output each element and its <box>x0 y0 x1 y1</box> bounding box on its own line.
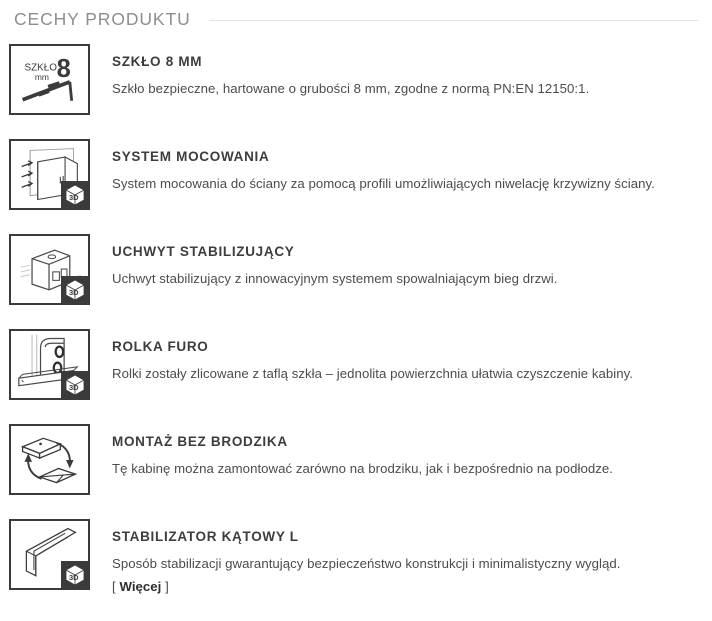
product-features-list <box>0 30 712 614</box>
feature-title: ROLKA FURO <box>112 339 209 354</box>
more-open-bracket: [ <box>112 579 116 594</box>
feature-description: System mocowania do ściany za pomocą profili umożliwiających niwelację krzywizny ściany. <box>112 175 655 191</box>
mounting-system-icon <box>9 139 90 210</box>
feature-text <box>90 519 712 594</box>
feature-row <box>9 424 712 519</box>
feature-description: Sposób stabilizacji gwarantujący bezpieczeństwo konstrukcji i minimalistyczny wygląd. <box>112 555 621 571</box>
feature-title: UCHWYT STABILIZUJĄCY <box>112 244 295 259</box>
badge-3d-cube-icon <box>61 371 89 399</box>
glass-icon-label-mm: mm <box>34 71 50 82</box>
more-link[interactable]: Więcej <box>119 579 162 594</box>
badge-3d-label: 3D <box>69 288 79 297</box>
badge-3d-label: 3D <box>69 573 79 582</box>
badge-3d-label: 3D <box>69 383 79 392</box>
feature-title: MONTAŻ BEZ BRODZIKA <box>112 434 288 449</box>
glass-icon-label-number: 8 <box>56 55 71 84</box>
feature-row <box>9 44 712 139</box>
badge-3d-cube-icon <box>61 561 89 589</box>
feature-row <box>9 139 712 234</box>
feature-text <box>90 44 712 97</box>
roller-furo-icon <box>9 329 90 400</box>
feature-title: STABILIZATOR KĄTOWY L <box>112 529 299 544</box>
badge-3d-cube-icon <box>61 276 89 304</box>
feature-title: SYSTEM MOCOWANIA <box>112 149 270 164</box>
section-header <box>0 0 712 30</box>
feature-title: SZKŁO 8 MM <box>112 54 203 69</box>
feature-text <box>90 234 712 287</box>
glass-thickness-icon <box>9 44 90 115</box>
more-close-bracket: ] <box>165 579 169 594</box>
badge-3d-cube-icon <box>61 181 89 209</box>
feature-row <box>9 329 712 424</box>
feature-text <box>90 139 712 192</box>
feature-description: Rolki zostały zlicowane z taflą szkła – jednolita powierzchnia ułatwia czyszczenie kabiny. <box>112 365 633 381</box>
more-link-wrapper <box>112 579 712 594</box>
feature-text <box>90 329 712 382</box>
header-divider <box>209 20 698 21</box>
no-shower-tray-install-icon <box>9 424 90 495</box>
feature-description: Uchwyt stabilizujący z innowacyjnym systemem spowalniającym bieg drzwi. <box>112 270 558 286</box>
feature-row <box>9 234 712 329</box>
feature-text <box>90 424 712 477</box>
feature-row <box>9 519 712 614</box>
page-title: CECHY PRODUKTU <box>14 9 191 29</box>
stabilizing-handle-icon <box>9 234 90 305</box>
badge-3d-label: 3D <box>69 193 79 202</box>
l-angle-stabilizer-icon <box>9 519 90 590</box>
feature-description: Tę kabinę można zamontować zarówno na brodziku, jak i bezpośrednio na podłodze. <box>112 460 613 476</box>
glass-icon-label-szklo: SZKŁO <box>24 62 57 74</box>
feature-description: Szkło bezpieczne, hartowane o grubości 8 mm, zgodne z normą PN:EN 12150:1. <box>112 80 590 96</box>
